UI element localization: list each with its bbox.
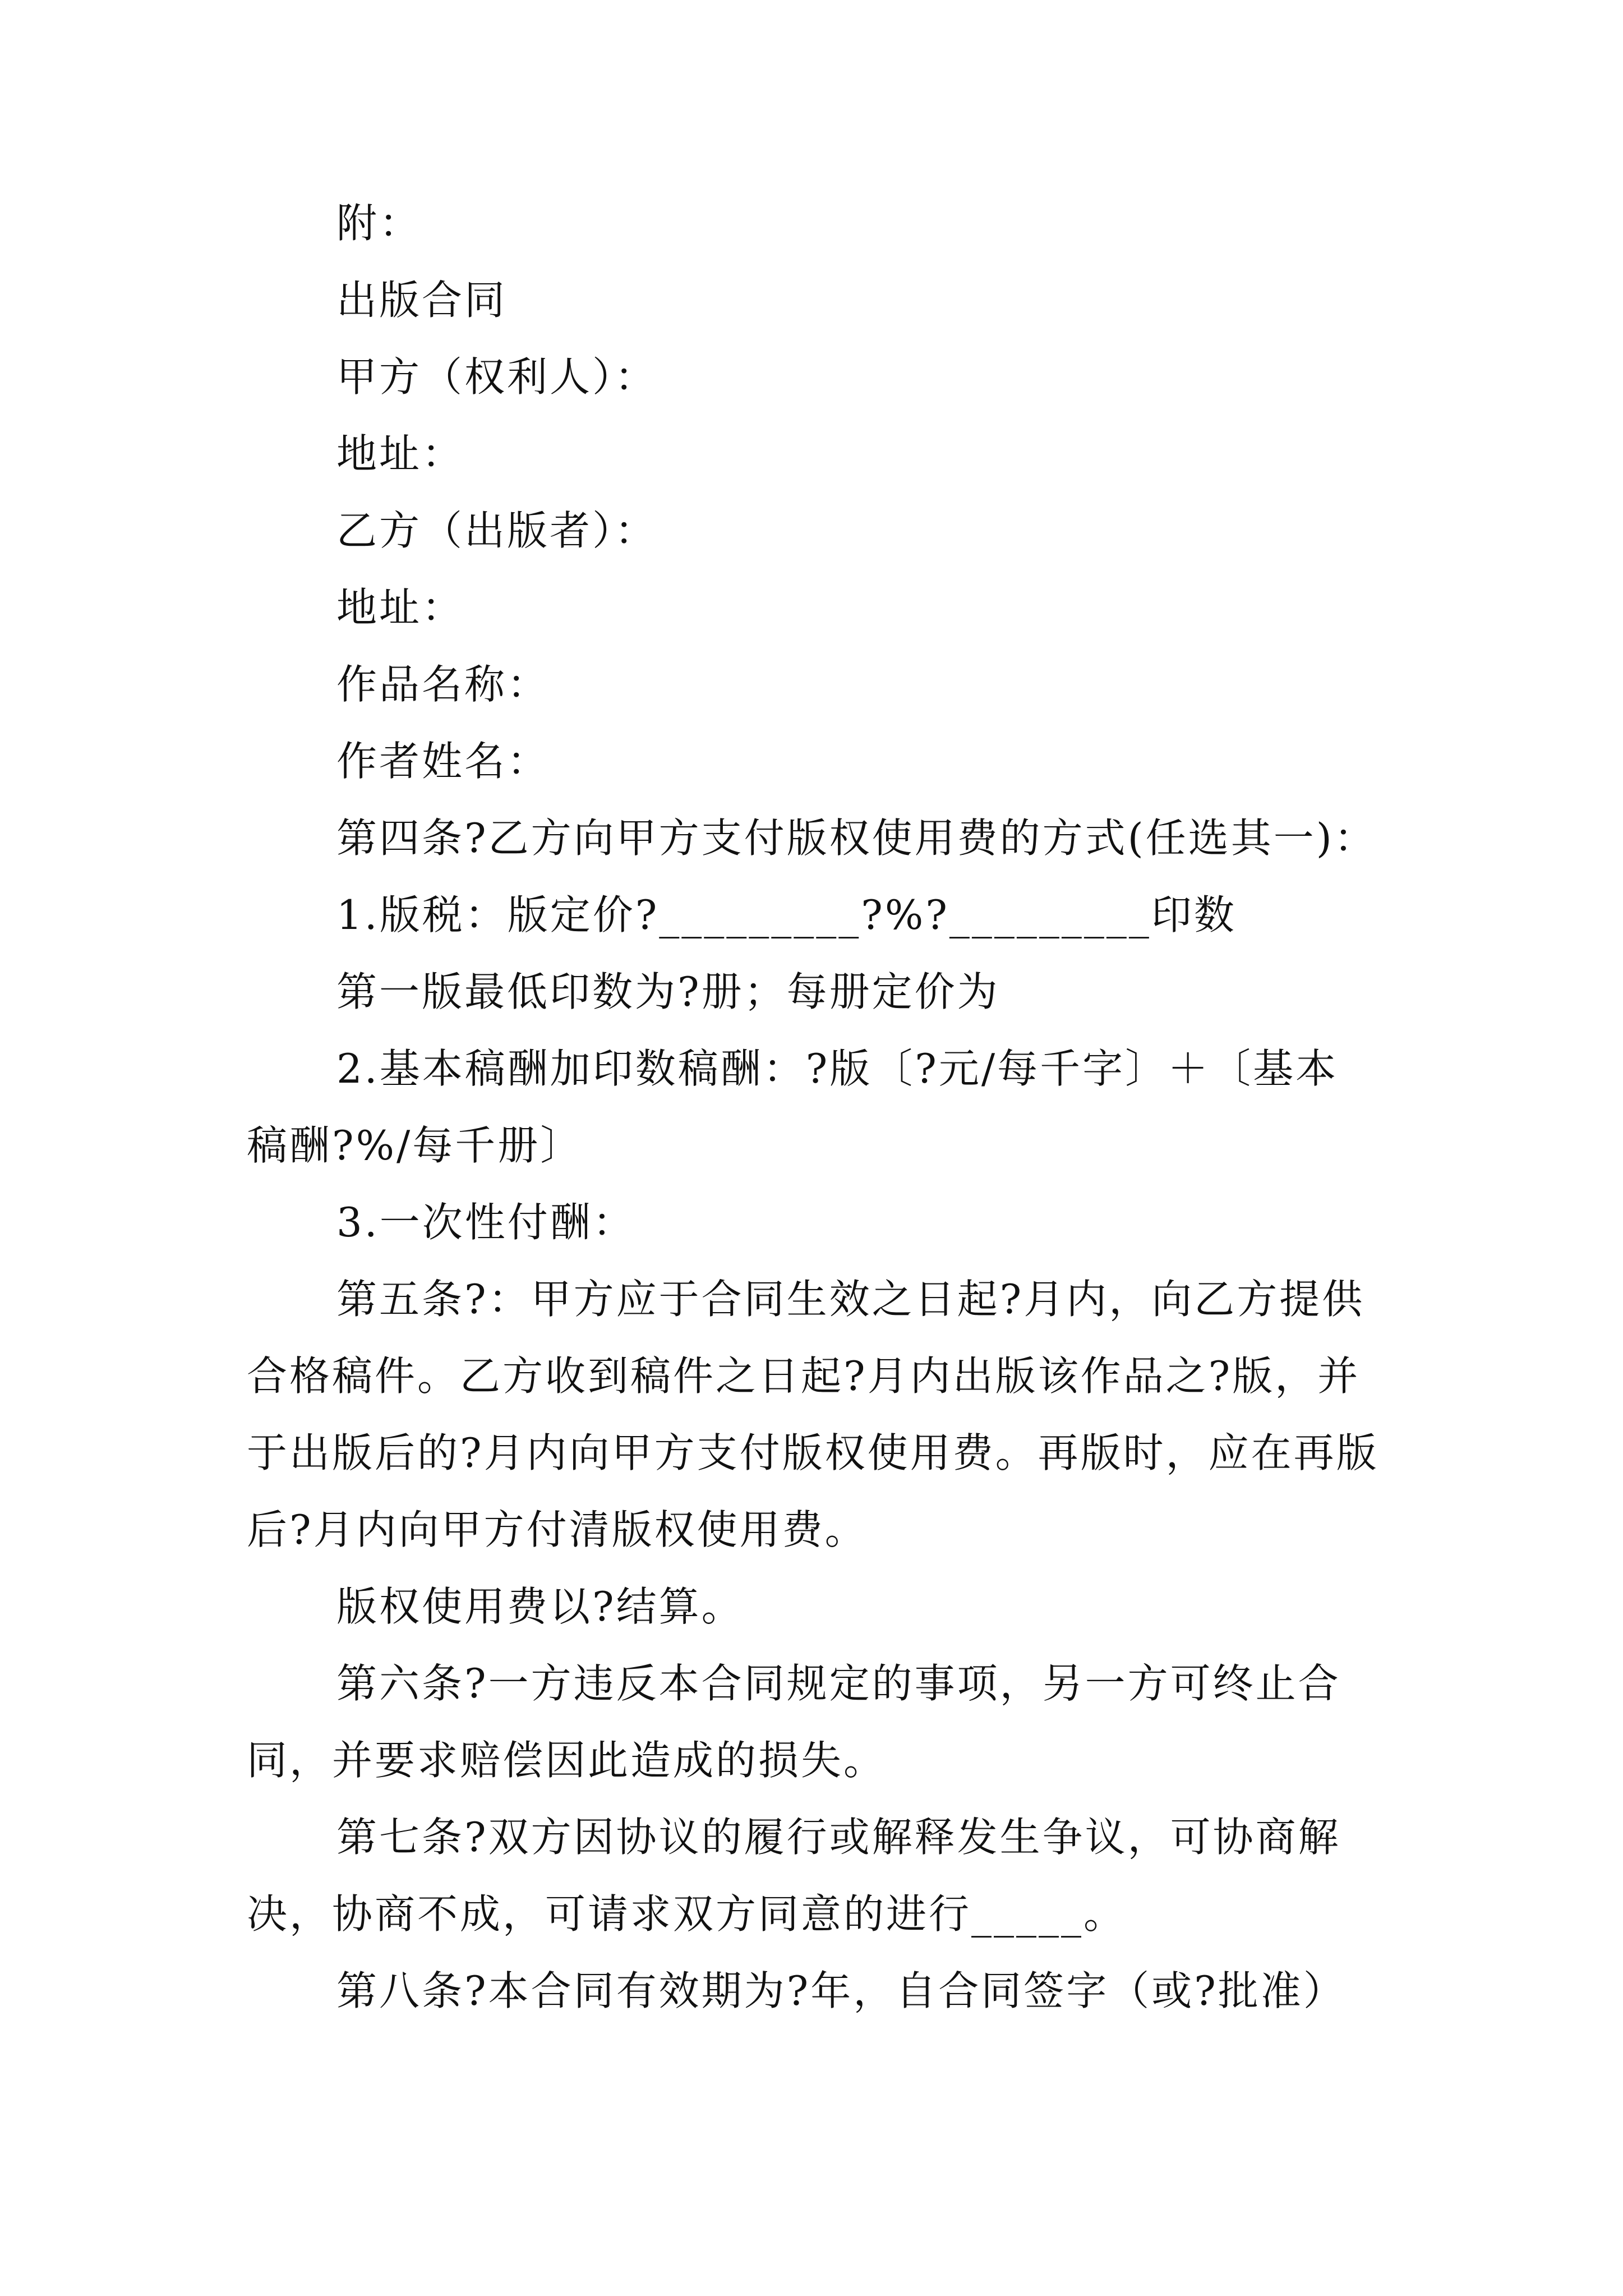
article-four: 第四条?乙方向甲方支付版权使用费的方式(任选其一)：	[336, 815, 1377, 862]
royalty-option: 1.版税：版定价?_________?%?_________印数	[336, 891, 1237, 938]
article-five: 第五条?：甲方应于合同生效之日起?月内，向乙方提供合格稿件。乙方收到稿件之日起?月内出版该作品之?版，并于出版后的?月内向甲方支付版权使用费。再版时，应在再版后?月内向甲方付清版权使用费。	[247, 1276, 1379, 1553]
article-eight: 第八条?本合同有效期为?年，自合同签字（或?批准）	[336, 1967, 1346, 2014]
party-b-label: 乙方（出版者）：	[336, 507, 658, 554]
party-a-address-label: 地址：	[336, 430, 465, 477]
settlement-line: 版权使用费以?结算。	[336, 1583, 744, 1630]
lump-sum-option: 3.一次性付酬：	[336, 1199, 635, 1246]
contract-title: 出版合同	[336, 277, 508, 324]
attachment-heading: 附：	[336, 200, 422, 247]
author-name-label: 作者姓名：	[336, 738, 550, 785]
work-title-label: 作品名称：	[336, 661, 550, 708]
document-body	[247, 185, 1380, 2030]
article-six: 第六条?一方违反本合同规定的事项，另一方可终止合同，并要求赔偿因此造成的损失。	[247, 1660, 1341, 1784]
first-edition-line: 第一版最低印数为?册；每册定价为	[336, 968, 1000, 1015]
party-b-address-label: 地址：	[336, 584, 465, 631]
party-a-label: 甲方（权利人）：	[336, 353, 658, 401]
article-seven: 第七条?双方因协议的履行或解释发生争议，可协商解决，协商不成，可请求双方同意的进行_____。	[247, 1814, 1341, 1938]
basic-fee-option: 2.基本稿酬加印数稿酬：?版〔?元/每千字〕＋〔基本稿酬?%/每千册〕	[247, 1045, 1339, 1169]
